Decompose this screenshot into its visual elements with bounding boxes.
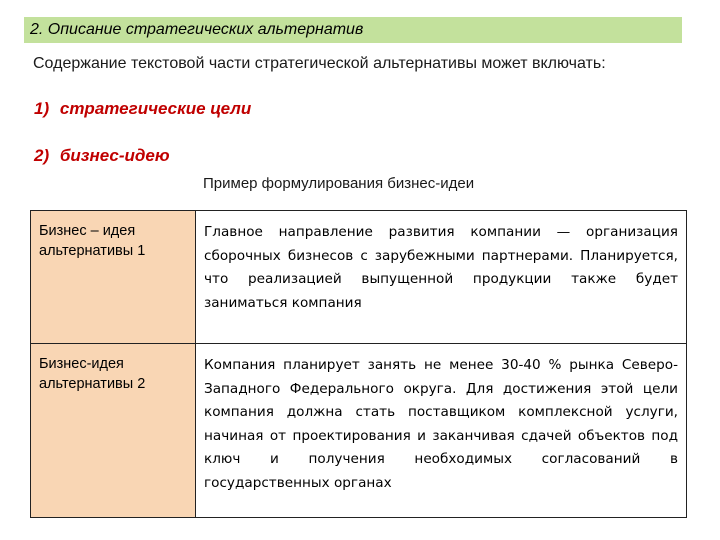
- slide-title: [24, 17, 682, 43]
- list-item-business-idea: [34, 145, 170, 167]
- row-description-cell: Компания планирует занять не менее 30-40 % рынка Северо-Западного Федерального округа. Для достижения этой цели компания должна стать поставщиком комплексной услуги, начиная от проектирования и заканчивая сдачей объектов под ключ и получения необходимых согласований в государственных органах: [196, 344, 687, 518]
- list-item-text: стратегические цели: [59, 99, 252, 118]
- table-row: [31, 211, 687, 344]
- table-caption: Пример формулирования бизнес-идеи: [203, 175, 475, 192]
- table-row: [31, 344, 687, 518]
- row-label-cell: [31, 211, 196, 344]
- list-item-number: 1): [34, 99, 50, 118]
- slide-title-text: 2. Описание стратегических альтернатив: [30, 21, 364, 38]
- business-ideas-table: [30, 210, 687, 518]
- row-label-line: альтернативы 1: [39, 243, 146, 259]
- row-label-line: альтернативы 2: [39, 376, 146, 392]
- intro-text: Содержание текстовой части стратегической альтернативы может включать:: [33, 55, 606, 72]
- row-description-cell: Главное направление развития компании — организация сборочных бизнесов с зарубежными партнерами. Планируется, что реализацией выпущенной продукции также будет заниматься компания: [196, 211, 687, 344]
- row-label-line: Бизнес – идея: [39, 223, 136, 239]
- row-label-line: Бизнес-идея: [39, 356, 124, 372]
- list-item-strategic-goals: [34, 98, 251, 120]
- list-item-text: бизнес-идею: [59, 146, 170, 165]
- list-item-number: 2): [34, 146, 50, 165]
- row-label-cell: [31, 344, 196, 518]
